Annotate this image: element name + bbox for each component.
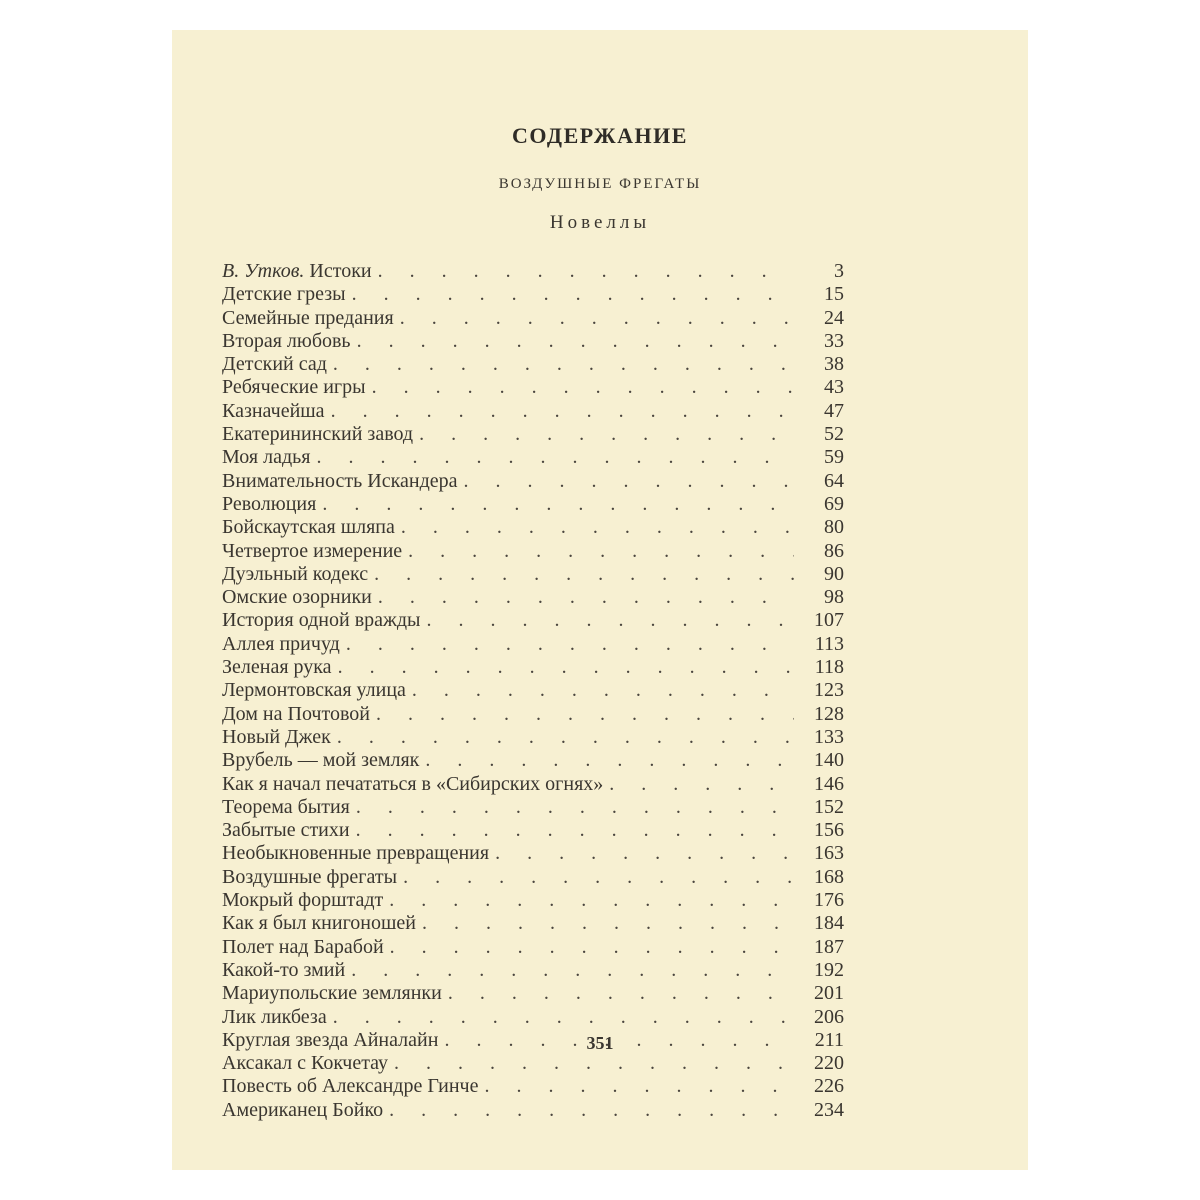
dot-leader [346, 633, 794, 656]
page-title: СОДЕРЖАНИЕ [512, 123, 688, 148]
toc-entry [222, 586, 844, 609]
toc-entry-title: Врубель — мой земляк [222, 749, 420, 772]
toc-entry-title: Мариупольские землянки [222, 982, 442, 1005]
toc-entry-title: Мокрый форштадт [222, 889, 384, 912]
toc-entry-title: Забытые стихи [222, 819, 350, 842]
toc-entry [222, 819, 844, 842]
toc-entry-page: 24 [824, 306, 844, 329]
toc-entry [222, 493, 844, 516]
toc-entry-text [222, 749, 419, 772]
toc-entry-title: Внимательность Искандера [222, 469, 458, 492]
toc-entry-text [222, 656, 332, 679]
toc-entry-page: 163 [814, 842, 844, 865]
toc-entry-title: Бойскаутская шляпа [222, 516, 395, 539]
toc-entry-text [222, 796, 350, 819]
toc-entry [222, 679, 844, 702]
dot-leader [394, 1052, 794, 1075]
toc-entry-text [222, 400, 325, 423]
toc-entry [222, 959, 844, 982]
dot-leader [333, 1006, 794, 1029]
toc-entry-title: Детские грезы [222, 283, 346, 306]
toc-entry-page: 156 [814, 819, 844, 842]
toc-entry-page: 15 [824, 283, 844, 306]
toc-entry-text [222, 540, 402, 563]
toc-entry-text [222, 819, 350, 842]
dot-leader [422, 912, 794, 935]
toc-entry-title: Необыкновенные превращения [222, 842, 490, 865]
toc-entry [222, 912, 844, 935]
toc-entry-title: Революция [222, 492, 317, 515]
toc-entry [222, 563, 844, 586]
toc-entry-title: Моя ладья [222, 446, 311, 469]
toc-entry-text [222, 376, 366, 399]
toc-entry-page: 86 [824, 539, 844, 562]
toc-entry-page: 98 [824, 586, 844, 609]
toc-entry-author: В. Утков. [222, 260, 305, 282]
toc-entry-title: Казначейша [222, 399, 325, 422]
toc-entry-page: 234 [814, 1098, 844, 1121]
toc-entry-text [222, 353, 327, 376]
dot-leader [448, 982, 794, 1005]
dot-leader [403, 866, 794, 889]
toc-entry-text [222, 1099, 383, 1122]
toc-entry-page: 33 [824, 329, 844, 352]
toc-entry [222, 423, 844, 446]
dot-leader [356, 819, 794, 842]
book-page [172, 30, 1028, 1170]
toc-entry-page: 113 [814, 632, 844, 655]
toc-entry-text [222, 959, 345, 982]
toc-entry [222, 1052, 844, 1075]
toc-entry-page: 69 [824, 492, 844, 515]
dot-leader [426, 609, 794, 632]
toc-entry-title: Четвертое измерение [222, 539, 403, 562]
toc-entry-title: Американец Бойко [222, 1098, 384, 1121]
toc-entry-text [222, 1006, 327, 1029]
toc-entry-title: Воздушные фрегаты [222, 865, 398, 888]
toc-entry [222, 283, 844, 306]
dot-leader [408, 540, 794, 563]
dot-leader [390, 936, 794, 959]
toc-entry [222, 656, 844, 679]
toc-entry-page: 152 [814, 795, 844, 818]
toc-entry-page: 201 [814, 982, 844, 1005]
page-number: 351 [586, 1033, 614, 1053]
toc-entry-title: История одной вражды [222, 609, 421, 632]
dot-leader [372, 376, 794, 399]
toc-entry [222, 936, 844, 959]
toc-entry-title: Детский сад [222, 353, 327, 376]
dot-leader [376, 703, 794, 726]
toc-entry-title: Новый Джек [222, 725, 331, 748]
toc-entry [222, 540, 844, 563]
toc-entry-text [222, 470, 458, 493]
toc-entry-title: Аксакал с Кокчетау [222, 1052, 389, 1075]
dot-leader [495, 842, 794, 865]
toc-entry [222, 1075, 844, 1098]
toc-entry [222, 260, 844, 283]
toc-entry-text [222, 423, 413, 446]
toc-entry-page: 80 [824, 516, 844, 539]
toc-entry-text [222, 936, 384, 959]
dot-leader [331, 400, 794, 423]
table-of-contents [222, 260, 844, 1122]
toc-entry [222, 1006, 844, 1029]
toc-entry-text [222, 773, 603, 796]
toc-entry-title: Дом на Почтовой [222, 702, 370, 725]
toc-entry-page: 168 [814, 865, 844, 888]
toc-entry-text [222, 260, 372, 283]
toc-entry-page: 59 [824, 446, 844, 469]
dot-leader [351, 959, 794, 982]
dot-leader [464, 470, 794, 493]
toc-entry [222, 470, 844, 493]
toc-entry-page: 64 [824, 469, 844, 492]
toc-entry-title: Лик ликбеза [222, 1005, 327, 1028]
toc-entry [222, 796, 844, 819]
toc-entry-page: 226 [814, 1075, 844, 1098]
toc-entry [222, 330, 844, 353]
toc-entry [222, 773, 844, 796]
toc-entry-title: Омские озорники [222, 586, 372, 609]
toc-entry-text [222, 516, 395, 539]
toc-entry-title: Теорема бытия [222, 795, 350, 818]
toc-entry [222, 982, 844, 1005]
toc-entry-title: Семейные предания [222, 306, 394, 329]
toc-entry-text [222, 1075, 478, 1098]
toc-entry-page: 3 [834, 260, 844, 282]
toc-entry-page: 146 [814, 772, 844, 795]
toc-entry [222, 516, 844, 539]
toc-entry-page: 220 [814, 1052, 844, 1075]
toc-entry [222, 446, 844, 469]
toc-entry-text [222, 866, 397, 889]
toc-entry-page: 90 [824, 562, 844, 585]
toc-entry-text [222, 330, 351, 353]
toc-entry-title: Зеленая рука [222, 656, 332, 679]
toc-entry [222, 726, 844, 749]
dot-leader [389, 1099, 794, 1122]
toc-entry [222, 842, 844, 865]
toc-entry-text [222, 842, 489, 865]
dot-leader [338, 656, 794, 679]
toc-entry-text [222, 493, 316, 516]
toc-entry [222, 703, 844, 726]
toc-entry-title: Вторая любовь [222, 329, 351, 352]
toc-entry-page: 211 [814, 1028, 844, 1051]
toc-entry-page: 47 [824, 399, 844, 422]
dot-leader [356, 796, 794, 819]
toc-entry-text [222, 726, 331, 749]
dot-leader [419, 423, 794, 446]
toc-entry-text [222, 1052, 388, 1075]
toc-entry-text [222, 982, 442, 1005]
toc-entry [222, 307, 844, 330]
toc-entry-page: 118 [814, 656, 844, 679]
toc-entry-page: 123 [814, 679, 844, 702]
toc-entry [222, 400, 844, 423]
section-title: ВОЗДУШНЫЕ ФРЕГАТЫ [498, 176, 702, 192]
toc-entry-title: Екатерининский завод [222, 423, 414, 446]
toc-entry-text [222, 679, 406, 702]
dot-leader [378, 260, 794, 283]
toc-entry [222, 889, 844, 912]
toc-entry-text [222, 563, 368, 586]
toc-entry-title: Аллея причуд [222, 632, 340, 655]
toc-entry-page: 107 [814, 609, 844, 632]
toc-entry-page: 184 [814, 912, 844, 935]
dot-leader [401, 516, 794, 539]
toc-entry-page: 133 [814, 725, 844, 748]
dot-leader [400, 307, 794, 330]
dot-leader [333, 353, 794, 376]
toc-entry [222, 376, 844, 399]
toc-entry-title: Как я был книгоношей [222, 912, 416, 935]
toc-entry-title: Ребяческие игры [222, 376, 366, 399]
toc-entry-text [222, 703, 370, 726]
toc-entry-title: Круглая звезда Айналайн [222, 1028, 439, 1051]
dot-leader [412, 679, 794, 702]
dot-leader [322, 493, 794, 516]
toc-entry-title: Как я начал печататься в «Сибирских огнях» [222, 772, 604, 795]
toc-entry-text [222, 586, 372, 609]
toc-entry-text [222, 446, 310, 469]
toc-entry-title: Полет над Барабой [222, 935, 384, 958]
dot-leader [357, 330, 794, 353]
toc-entry [222, 353, 844, 376]
toc-entry [222, 866, 844, 889]
toc-entry [222, 1099, 844, 1122]
dot-leader [425, 749, 794, 772]
toc-entry-page: 206 [814, 1005, 844, 1028]
dot-leader [378, 586, 794, 609]
toc-entry-text [222, 633, 340, 656]
toc-entry-page: 140 [814, 749, 844, 772]
dot-leader [389, 889, 794, 912]
toc-entry-page: 43 [824, 376, 844, 399]
dot-leader [609, 773, 794, 796]
toc-entry-text [222, 912, 416, 935]
toc-entry-title: Лермонтовская улица [222, 679, 406, 702]
subsection-title: Новеллы [549, 212, 651, 233]
dot-leader [337, 726, 794, 749]
toc-entry-page: 52 [824, 423, 844, 446]
toc-entry-title: Истоки [309, 260, 372, 282]
dot-leader [484, 1075, 794, 1098]
toc-entry-title: Дуэльный кодекс [222, 562, 369, 585]
toc-entry-title: Повесть об Александре Гинче [222, 1075, 479, 1098]
toc-entry [222, 749, 844, 772]
dot-leader [316, 446, 794, 469]
toc-entry-page: 38 [824, 353, 844, 376]
toc-entry-title: Какой-то змий [222, 958, 346, 981]
toc-entry [222, 633, 844, 656]
toc-entry-text [222, 283, 346, 306]
toc-entry-page: 192 [814, 958, 844, 981]
dot-leader [352, 283, 794, 306]
toc-entry-page: 128 [814, 702, 844, 725]
toc-entry-text [222, 889, 383, 912]
toc-entry-text [222, 609, 420, 632]
toc-entry [222, 609, 844, 632]
dot-leader [374, 563, 794, 586]
toc-entry-text [222, 307, 394, 330]
toc-entry-page: 187 [814, 935, 844, 958]
toc-entry-page: 176 [814, 889, 844, 912]
